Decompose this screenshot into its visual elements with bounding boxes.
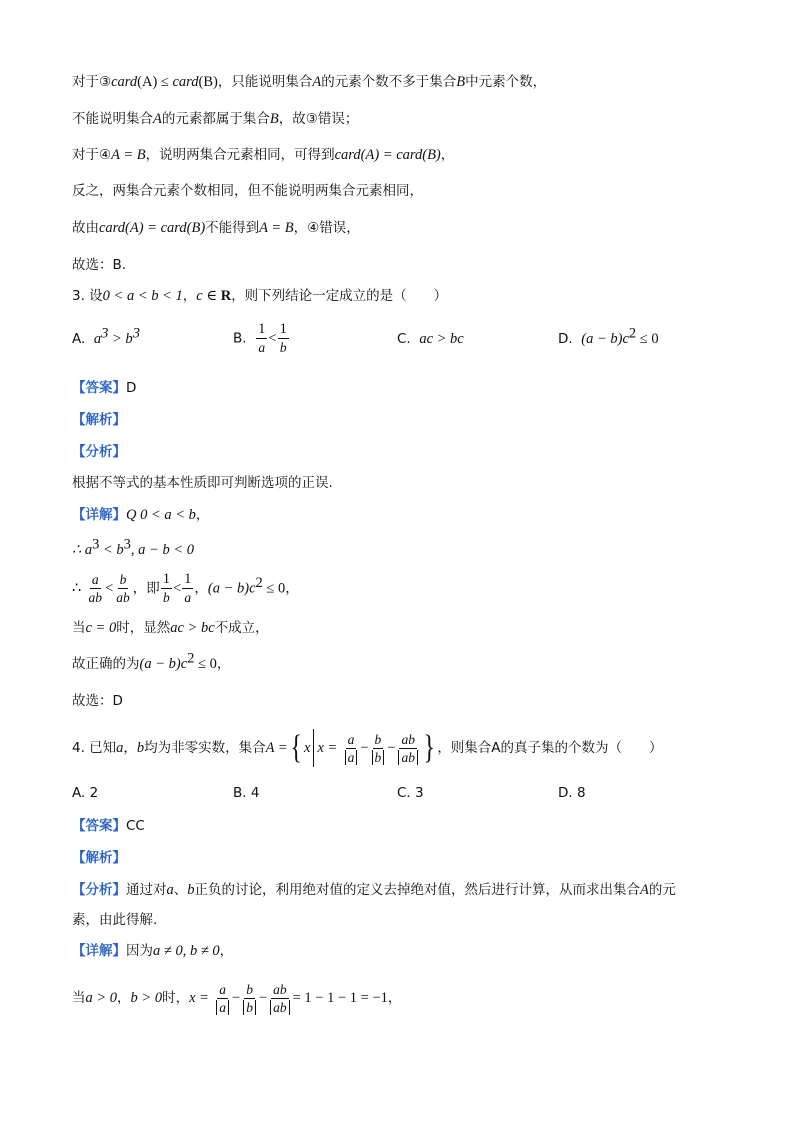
q4-answer [72,816,145,836]
numerator: a [219,981,226,997]
answer-value: D [126,380,137,396]
text: 因为 [126,943,153,959]
q4-fenxi-1 [72,880,676,900]
q4-xiangjie-1 [72,941,233,961]
math: x = [189,990,209,1006]
text: 中元素个数， [465,74,547,90]
q3-answer [72,378,136,398]
question-4 [72,728,663,768]
left-brace: { [290,729,302,766]
math: B [269,111,279,127]
math: A [640,882,649,898]
numerator: b [119,572,127,587]
numerator: a [91,572,99,587]
numerator: b [246,981,253,997]
math: A = B [259,220,294,236]
math: card [111,74,138,90]
denominator: ab [116,590,130,605]
fenxi-tag: 【分析】 [72,444,126,460]
math: = 1 − 1 − 1 = −1 [292,990,388,1006]
math: A [312,74,322,90]
math: x = [317,740,338,756]
math: x [304,740,311,756]
q4-jiexi [72,848,126,868]
q4-option-a [72,785,98,801]
text: ， [195,507,210,523]
text: ，故③错误； [278,111,359,127]
q3-jiexi [72,410,126,430]
option-label: D. [558,785,573,801]
numerator: ab [401,731,415,747]
fenxi-tag: 【分析】 [72,882,126,898]
math: ∴ [72,580,82,597]
text: 故正确的为 [72,656,140,672]
fraction [182,572,193,605]
denominator: a [216,1000,229,1015]
q3-option-d [558,325,659,348]
math: a [166,882,174,898]
numerator: 1 [162,571,170,587]
math: 3 [123,536,131,553]
jiexi-tag: 【解析】 [72,850,126,866]
fraction [214,982,231,1015]
denominator: ab [88,590,103,605]
text: 时，显然 [116,620,171,636]
denominator: ab [270,1000,290,1015]
text: ，则下列结论一定成立的是（ ） [231,288,448,304]
math: 3 [132,325,140,342]
text: ， [182,288,197,304]
numerator: a [347,731,355,747]
math: (B) [198,74,218,90]
fraction [268,982,292,1015]
numerator: b [374,731,382,747]
option-label: B. [233,330,247,347]
math: a [116,740,124,756]
math: c = 0 [85,620,117,636]
text: ， [194,580,208,597]
text: 当 [72,620,86,636]
option-value: 8 [576,785,586,801]
math: a ≠ 0, b ≠ 0 [153,943,220,959]
q4-fenxi-2 [72,910,157,930]
denominator: b [279,340,287,355]
option-value: 3 [415,785,424,801]
option-label: A. [72,331,86,347]
math: − [258,990,268,1006]
q3-xiangjie-6 [72,691,123,711]
text: 通过对 [126,882,167,898]
math: ac > bc [419,331,464,347]
numerator: 1 [279,321,287,337]
text: 对于④ [72,147,112,163]
text: 、 [173,882,188,898]
denominator: b [162,590,170,605]
math: b [136,740,145,756]
q3-xiangjie-2 [72,536,194,560]
text: ，即 [132,580,160,597]
math: (a − b)c [581,331,629,347]
math: 3 [101,325,109,342]
math: R [220,288,232,304]
option-label: D. [558,331,573,347]
math: 2 [628,325,637,342]
math: A = B [111,147,146,163]
numerator: 1 [184,571,192,587]
math: < [105,580,114,597]
text-line-6 [72,255,126,275]
math: a > 0 [85,990,118,1006]
text-line-5 [72,218,360,238]
fraction [256,322,267,355]
math: 2 [255,575,263,591]
q4-option-b [233,785,259,801]
text: ， [387,990,402,1006]
text: ，只能说明集合 [217,74,313,90]
text: ， [117,990,131,1006]
text: ，④错误， [293,220,360,236]
text: 的元 [648,882,676,898]
text-line-3 [72,145,454,165]
q3-xiangjie-4 [72,618,269,638]
q3-xiangjie-1 [72,505,209,525]
text: 的元素都属于集合 [161,111,270,127]
q3-option-c [397,331,464,348]
fraction [278,322,289,355]
set-bar [313,729,314,767]
math: (a − b)c [139,656,188,672]
math: A [153,111,162,127]
math: ∴ a [72,542,93,558]
math: ≤ 0 [636,331,659,347]
numerator: ab [273,981,287,997]
math: < [268,330,277,347]
fraction [396,732,420,765]
question-number: 3. 设 [72,288,103,304]
q4-xiangjie-2 [72,978,401,1018]
math: (A) ≤ [137,74,173,90]
text: 不成立， [214,620,269,636]
option-label: C. [397,331,411,347]
q4-option-d [558,785,586,801]
text: 对于③ [72,74,112,90]
text: 故选：B. [72,257,127,273]
text: ，则集合A的真子集的个数为（ ） [437,740,663,756]
denominator: b [372,750,385,765]
math: ≤ 0 [262,580,286,597]
text: ， [219,943,234,959]
math: card [172,74,199,90]
math: ac > bc [170,620,215,636]
math: B [456,74,466,90]
math: 0 < a < b < 1 [102,288,183,304]
fraction [87,572,105,605]
question-number: 4. 已知 [72,740,117,756]
math: − [360,740,369,756]
math: c ∈ [196,288,221,304]
jiexi-tag: 【解析】 [72,412,126,428]
math: > b [108,331,133,347]
math: 2 [187,650,195,667]
math: < b [99,542,124,558]
math: a [93,331,102,347]
math: b [187,882,195,898]
text-line-4 [72,181,423,201]
math: − [232,990,241,1006]
q3-option-b [233,322,290,355]
q3-fenxi [72,442,126,462]
option-value: 2 [89,785,99,801]
q3-xiangjie-5 [72,650,231,674]
q4-option-c [397,785,424,801]
xiangjie-tag: 【详解】 [72,943,126,959]
answer-tag: 【答案】 [72,380,126,396]
right-brace: } [423,729,435,766]
text: 故由 [72,220,99,236]
option-label: C. [397,785,411,801]
denominator: ab [398,750,418,765]
text: 不能说明集合 [72,111,153,127]
math: 3 [92,536,100,553]
q3-option-a [72,325,140,348]
math: < [172,580,182,597]
math: A = [265,740,288,756]
math: , a − b < 0 [130,542,194,558]
numerator: 1 [258,321,266,337]
text: ， [216,656,231,672]
text: 素，由此得解. [72,912,158,928]
text: 均为非零实数，集合 [144,740,266,756]
denominator: a [345,750,358,765]
fraction [161,572,172,605]
text: 当 [72,990,86,1006]
text: ， [440,147,455,163]
option-value: 4 [250,785,260,801]
math: card(A) = card(B) [99,220,206,236]
math: card(A) = card(B) [334,147,441,163]
q3-fenxi-text [72,473,333,493]
text: ， [123,740,137,756]
text: 时， [162,990,190,1006]
denominator: a [184,590,192,605]
fraction [241,982,258,1015]
fraction [114,572,132,605]
text-line-2 [72,109,358,129]
text: 根据不等式的基本性质即可判断选项的正误. [72,475,333,491]
math: b > 0 [130,990,163,1006]
option-label: A. [72,785,86,801]
text: 的元素个数不多于集合 [321,74,457,90]
option-label: B. [233,785,247,801]
text: 反之，两集合元素个数相同，但不能说明两集合元素相同， [72,183,423,199]
answer-value: CC [126,818,145,834]
math: ≤ 0 [194,656,217,672]
text: 正负的讨论，利用绝对值的定义去掉绝对值，然后进行计算，从而求出集合 [194,882,640,898]
answer-tag: 【答案】 [72,818,126,834]
fraction [370,732,387,765]
text: ，说明两集合元素相同，可得到 [145,147,335,163]
q3-xiangjie-3 [72,572,299,605]
math: − [387,740,396,756]
text: 不能得到 [205,220,260,236]
math: Q 0 < a < b [126,507,196,523]
question-3 [72,286,447,306]
denominator: a [258,340,266,355]
math: (a − b)c [207,580,256,597]
text-line-1 [72,72,546,92]
xiangjie-tag: 【详解】 [72,507,126,523]
fraction [343,732,360,765]
text: ， [285,580,299,597]
text: 故选：D [72,693,123,709]
denominator: b [243,1000,256,1015]
